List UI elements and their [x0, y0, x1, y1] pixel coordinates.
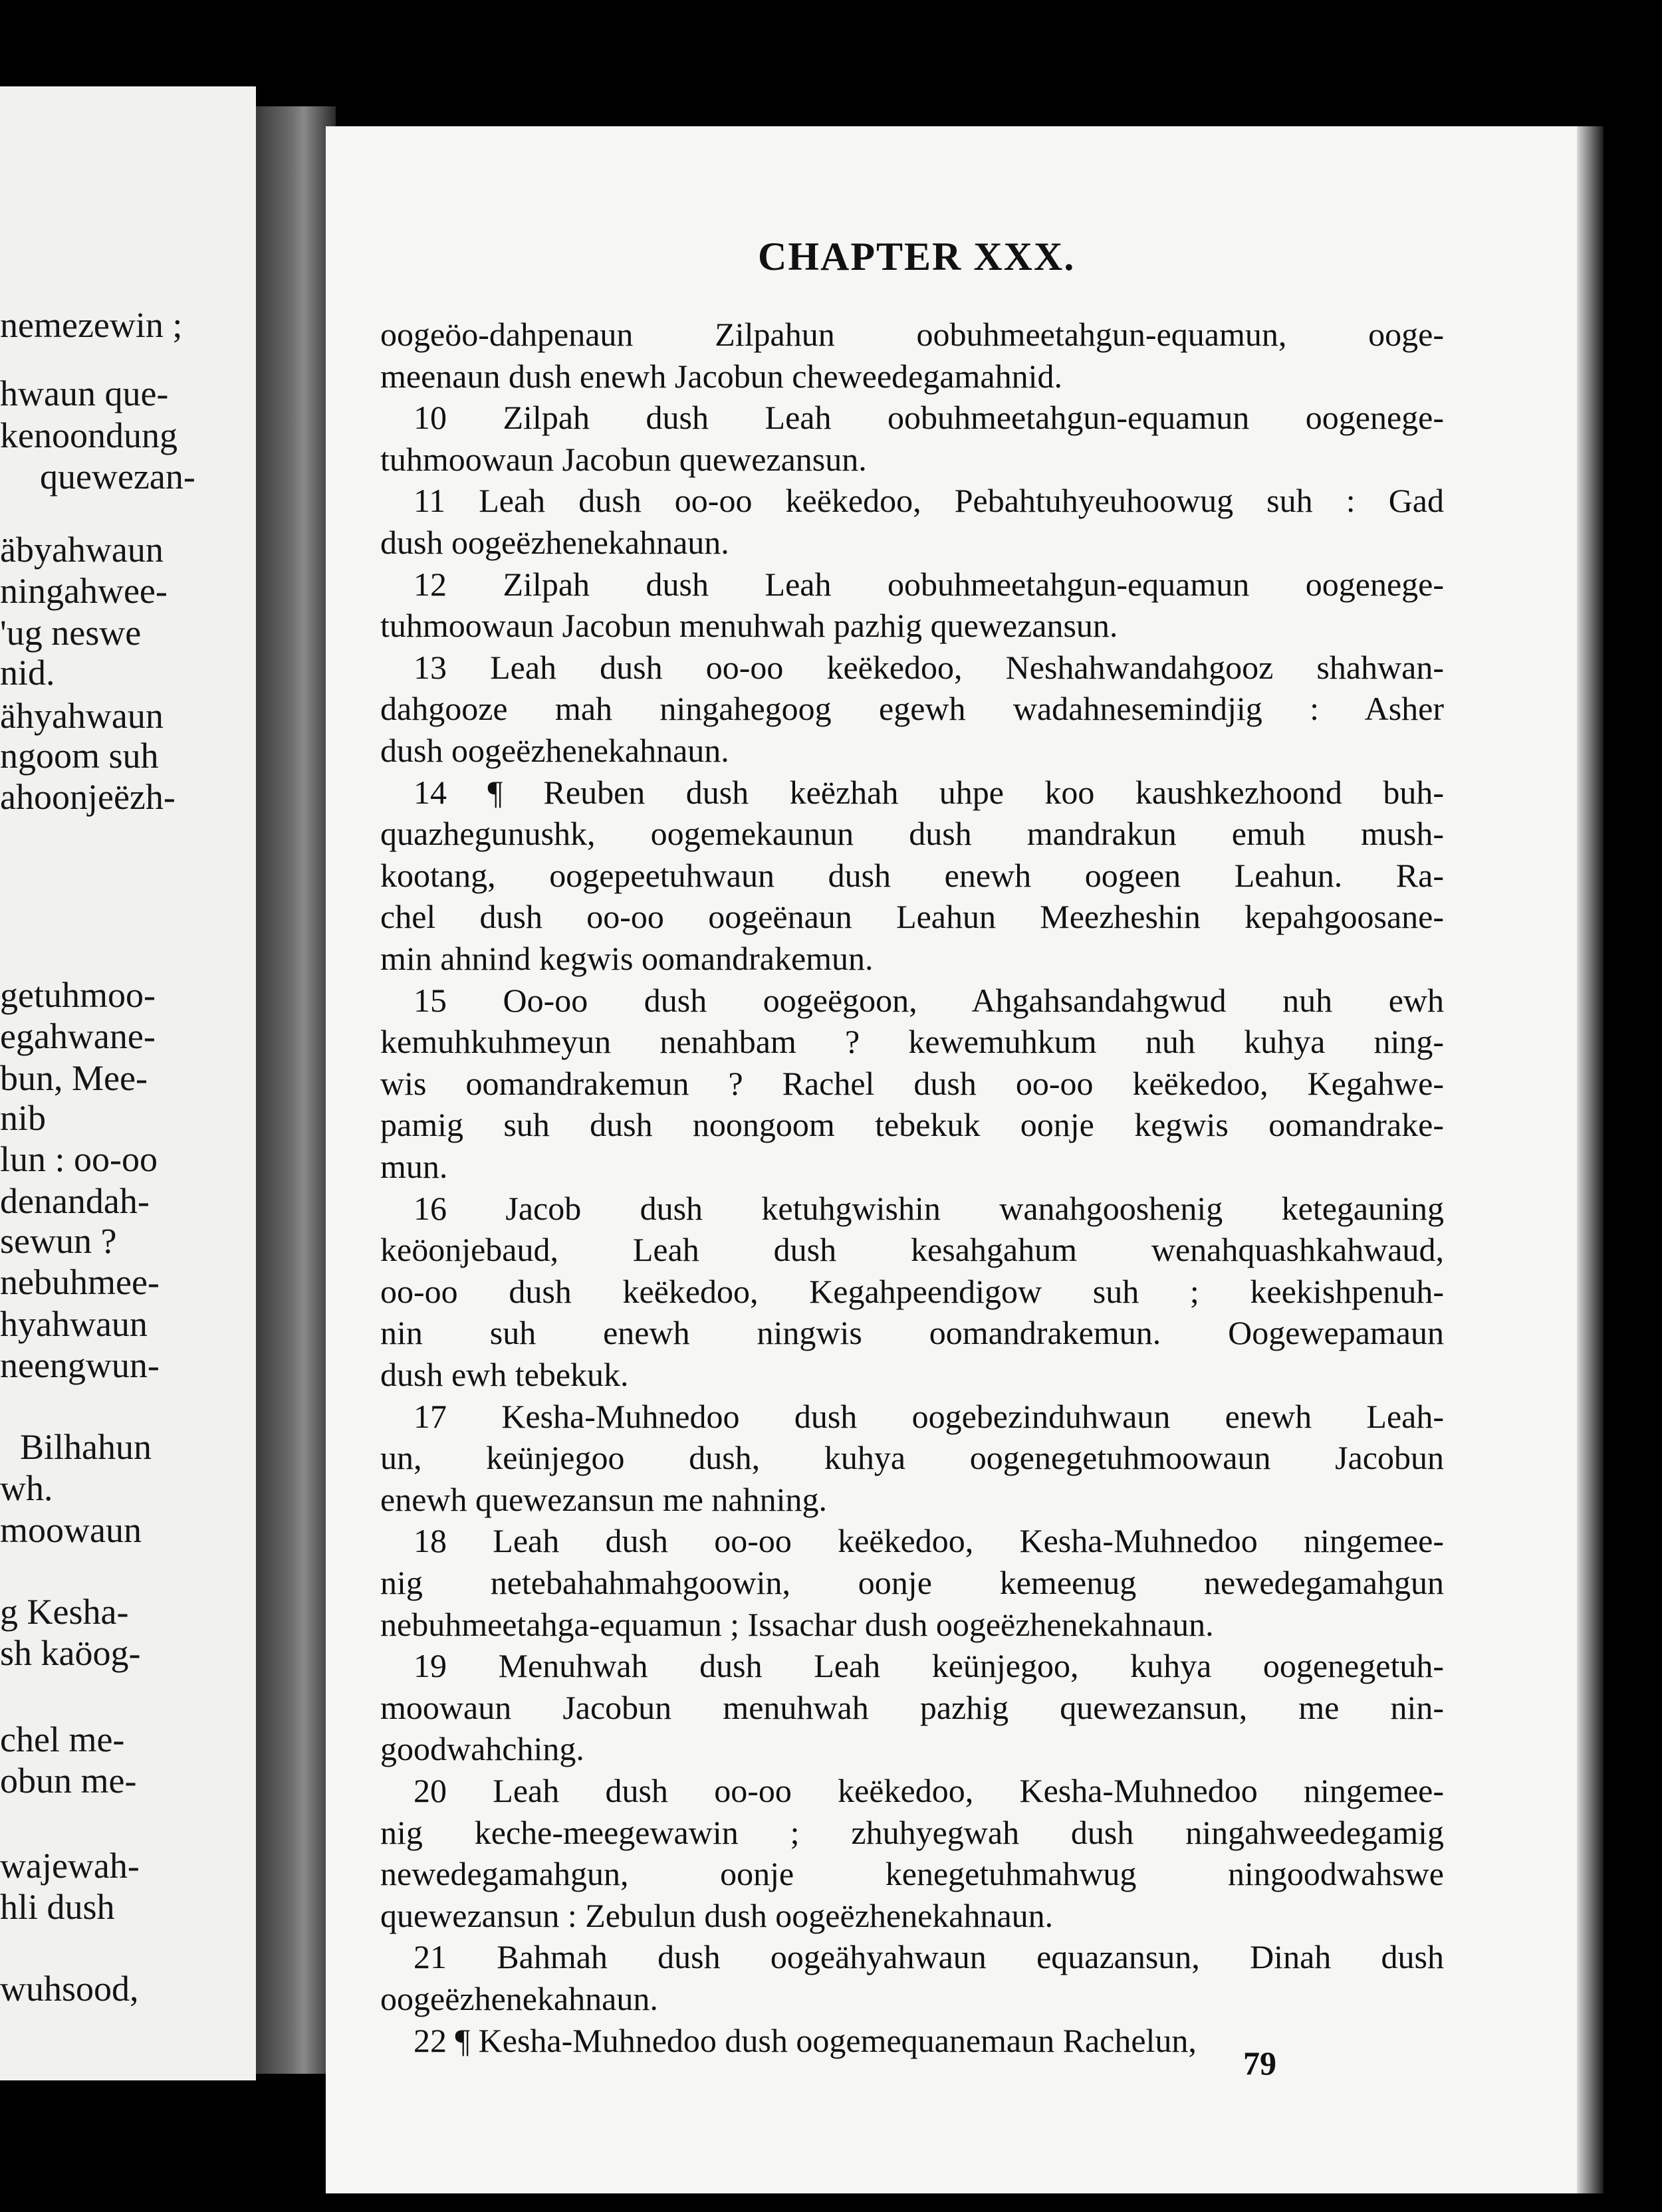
left-page-line: denandah- [0, 1181, 150, 1221]
left-page-line: lun : oo-oo [0, 1139, 158, 1179]
body-line: chel dush oo-oo oogeënaun Leahun Meezheshin kepahgoosane- [380, 898, 1444, 935]
left-page-line: hli dush [0, 1887, 115, 1927]
left-page-line: ningahwee- [0, 571, 168, 611]
body-line: nig keche-meegewawin ; zhuhyegwah dush ningahweedegamig [380, 1814, 1444, 1851]
left-page-line: wh. [0, 1468, 53, 1508]
left-page-line: sh kaöog- [0, 1633, 141, 1673]
body-line: tuhmoowaun Jacobun menuhwah pazhig quewezansun. [380, 607, 1118, 644]
body-line: oo-oo dush keëkedoo, Kegahpeendigow suh ; keekishpenuh- [380, 1273, 1444, 1310]
left-page-line: getuhmoo- [0, 975, 156, 1015]
body-line: dush oogeëzhenekahnaun. [380, 732, 729, 769]
body-line: 16 Jacob dush ketuhgwishin wanahgooshenig ketegauning [414, 1190, 1444, 1227]
left-page-line: sewun ? [0, 1221, 117, 1261]
left-page-line: chel me- [0, 1719, 125, 1759]
body-line: quazhegunushk, oogemekaunun dush mandrakun emuh mush- [380, 815, 1444, 852]
body-line: moowaun Jacobun menuhwah pazhig quewezansun, me nin- [380, 1689, 1444, 1726]
body-line: oogeöo-dahpenaun Zilpahun oobuhmeetahgun-equamun, ooge- [380, 316, 1444, 353]
body-line: dush oogeëzhenekahnaun. [380, 524, 729, 561]
body-line: 18 Leah dush oo-oo keëkedoo, Kesha-Muhnedoo ningemee- [414, 1522, 1444, 1559]
left-page-line: nebuhmee- [0, 1262, 160, 1302]
body-line: kemuhkuhmeyun nenahbam ? kewemuhkum nuh kuhya ning- [380, 1023, 1444, 1060]
left-page-line: kenoondung [0, 415, 178, 455]
page-gutter-shadow [256, 106, 336, 2074]
page-number: 79 [1243, 2045, 1276, 2082]
left-page-line: obun me- [0, 1761, 137, 1801]
body-line: 21 Bahmah dush oogeähyahwaun equazansun, Dinah dush [414, 1938, 1444, 1975]
left-page-line: ngoom suh [0, 736, 159, 776]
left-page-line: hyahwaun [0, 1304, 148, 1344]
body-line: goodwahching. [380, 1730, 584, 1767]
left-page-line: nid. [0, 653, 55, 693]
body-line: 11 Leah dush oo-oo keëkedoo, Pebahtuhyeuhoowug suh : Gad [414, 482, 1444, 519]
body-line: enewh quewezansun me nahning. [380, 1481, 827, 1518]
body-line: keöonjebaud, Leah dush kesahgahum wenahquashkahwaud, [380, 1231, 1444, 1268]
body-line: nin suh enewh ningwis oomandrakemun. Oogewepamaun [380, 1314, 1444, 1351]
left-page-line: ähyahwaun [0, 696, 164, 736]
body-line: mun. [380, 1148, 448, 1185]
body-line: min ahnind kegwis oomandrakemun. [380, 940, 874, 977]
body-line: 20 Leah dush oo-oo keëkedoo, Kesha-Muhnedoo ningemee- [414, 1772, 1444, 1809]
left-page-line: hwaun que- [0, 374, 169, 413]
body-line: dahgooze mah ningahegoog egewh wadahnesemindjig : Asher [380, 690, 1444, 727]
body-line: tuhmoowaun Jacobun quewezansun. [380, 441, 867, 478]
body-line: 17 Kesha-Muhnedoo dush oogebezinduhwaun enewh Leah- [414, 1398, 1444, 1435]
left-page-line: g Kesha- [0, 1592, 129, 1632]
left-page-line: egahwane- [0, 1016, 156, 1056]
body-line: wis oomandrakemun ? Rachel dush oo-oo keëkedoo, Kegahwe- [380, 1065, 1444, 1102]
left-page-line: ahoonjeëzh- [0, 777, 176, 817]
left-page-line: Bilhahun [20, 1427, 152, 1467]
left-page-line: nemezewin ; [0, 305, 183, 345]
left-page-line: neengwun- [0, 1345, 160, 1385]
left-page-line: wajewah- [0, 1846, 140, 1886]
body-line: 19 Menuhwah dush Leah keünjegoo, kuhya oogenegetuh- [414, 1647, 1444, 1684]
body-line: newedegamahgun, oonje kenegetuhmahwug ningoodwahswe [380, 1855, 1444, 1892]
body-line: dush ewh tebekuk. [380, 1356, 629, 1393]
left-page-line: nib [0, 1098, 47, 1138]
body-line: nig netebahahmahgoowin, oonje kemeenug newedegamahgun [380, 1564, 1444, 1601]
left-page-line: moowaun [0, 1510, 142, 1550]
body-line: kootang, oogepeetuhwaun dush enewh oogeen Leahun. Ra- [380, 857, 1444, 894]
right-page-edge [1577, 126, 1603, 2193]
left-page-line: wuhsood, [0, 1969, 139, 2009]
left-page-line: äbyahwaun [0, 530, 164, 570]
body-line: meenaun dush enewh Jacobun cheweedegamahnid. [380, 358, 1063, 395]
body-line: 14 ¶ Reuben dush keëzhah uhpe koo kaushkezhoond buh- [414, 774, 1444, 811]
body-line: 15 Oo-oo dush oogeëgoon, Ahgahsandahgwud nuh ewh [414, 982, 1444, 1019]
left-page-line: quewezan- [40, 457, 195, 497]
body-line: 22 ¶ Kesha-Muhnedoo dush oogemequanemaun Rachelun, [414, 2022, 1197, 2059]
body-line: quewezansun : Zebulun dush oogeëzhenekahnaun. [380, 1897, 1054, 1934]
body-line: un, keünjegoo dush, kuhya oogenegetuhmoowaun Jacobun [380, 1439, 1444, 1476]
body-line: pamig suh dush noongoom tebekuk oonje kegwis oomandrake- [380, 1106, 1444, 1143]
body-line: 13 Leah dush oo-oo keëkedoo, Neshahwandahgooz shahwan- [414, 649, 1444, 686]
body-line: 10 Zilpah dush Leah oobuhmeetahgun-equamun oogenege- [414, 399, 1444, 436]
body-line: 12 Zilpah dush Leah oobuhmeetahgun-equamun oogenege- [414, 566, 1444, 603]
body-line: nebuhmeetahga-equamun ; Issachar dush oogeëzhenekahnaun. [380, 1606, 1214, 1643]
body-line: oogeëzhenekahnaun. [380, 1980, 658, 2017]
left-page-line: 'ug neswe [0, 613, 142, 653]
chapter-title: CHAPTER XXX. [758, 235, 1076, 278]
left-page-line: bun, Mee- [0, 1058, 148, 1098]
